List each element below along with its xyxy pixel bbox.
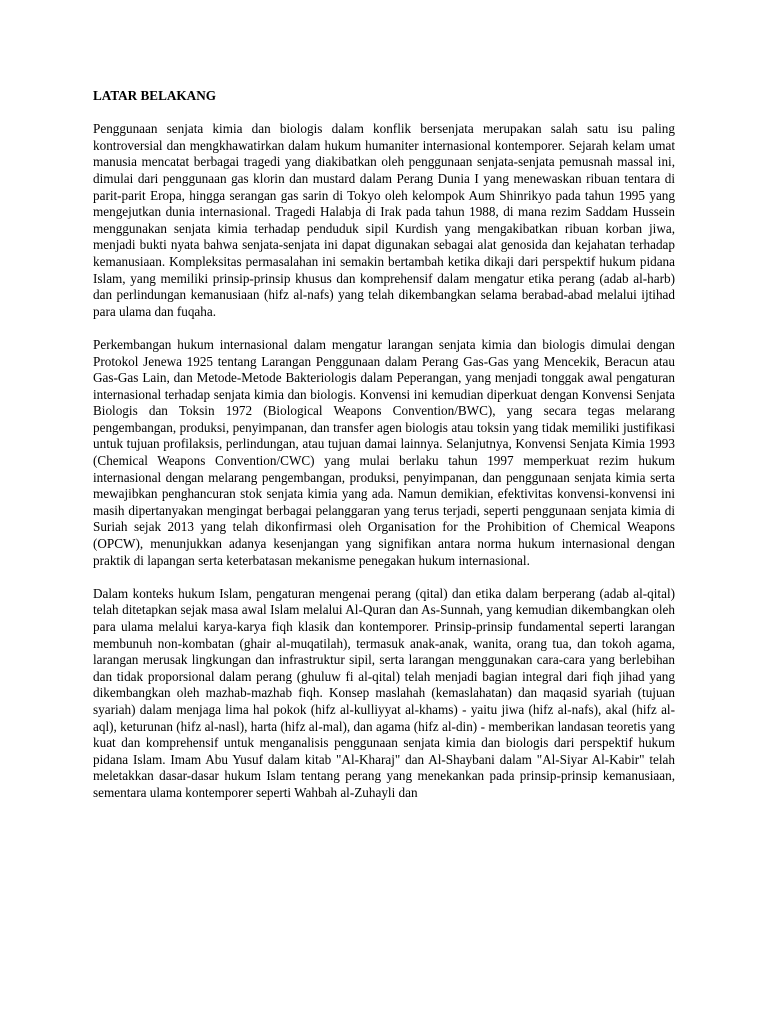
paragraph-1: Penggunaan senjata kimia dan biologis dalam konflik bersenjata merupakan salah satu isu paling kontroversial dan mengkhawatirkan dalam hukum humaniter internasional kontemporer. Sejarah kelam umat manusia mencatat berbagai tragedi yang diakibatkan oleh penggunaan senjata-senjata pemusnah massal ini, dimulai dari penggunaan gas klorin dan mustard dalam Perang Dunia I yang menewaskan ribuan tentara di parit-parit Eropa, hingga serangan gas sarin di Tokyo oleh kelompok Aum Shinrikyo pada tahun 1995 yang mengejutkan dunia internasional. Tragedi Halabja di Irak pada tahun 1988, di mana rezim Saddam Hussein menggunakan senjata kimia terhadap penduduk sipil Kurdish yang mengakibatkan ribuan korban jiwa, menjadi bukti nyata bahwa senjata-senjata ini dapat digunakan sebagai alat genosida dan kejahatan terhadap kemanusiaan. Kompleksitas permasalahan ini semakin bertambah ketika dikaji dari perspektif hukum pidana Islam, yang memiliki prinsip-prinsip khusus dan komprehensif dalam mengatur etika perang (adab al-harb) dan perlindungan kemanusiaan (hifz al-nafs) yang telah dikembangkan selama berabad-abad melalui ijtihad para ulama dan fuqaha. <box>93 121 675 319</box>
paragraph-3: Dalam konteks hukum Islam, pengaturan mengenai perang (qital) dan etika dalam berperang (adab al-qital) telah ditetapkan sejak masa awal Islam melalui Al-Quran dan As-Sunnah, yang kemudian dikembangkan oleh para ulama melalui karya-karya fiqh klasik dan kontemporer. Prinsip-prinsip fundamental seperti larangan membunuh non-kombatan (ghair al-muqatilah), termasuk anak-anak, wanita, orang tua, dan tokoh agama, larangan merusak lingkungan dan infrastruktur sipil, serta larangan menggunakan cara-cara yang berlebihan dan tidak proporsional dalam perang (ghuluw fi al-qital) telah menjadi bagian integral dari fiqh jihad yang dikembangkan oleh mazhab-mazhab fiqh. Konsep maslahah (kemaslahatan) dan maqasid syariah (tujuan syariah) dalam menjaga lima hal pokok (hifz al-kulliyyat al-khams) - yaitu jiwa (hifz al-nafs), akal (hifz al-aql), keturunan (hifz al-nasl), harta (hifz al-mal), dan agama (hifz al-din) - memberikan landasan teoretis yang kuat dan komprehensif untuk menganalisis penggunaan senjata kimia dan biologis dari perspektif hukum pidana Islam. Imam Abu Yusuf dalam kitab "Al-Kharaj" dan Al-Shaybani dalam "Al-Siyar Al-Kabir" telah meletakkan dasar-dasar hukum Islam tentang perang yang menekankan pada prinsip-prinsip kemanusiaan, sementara ulama kontemporer seperti Wahbah al-Zuhayli dan <box>93 585 675 800</box>
paragraph-2: Perkembangan hukum internasional dalam mengatur larangan senjata kimia dan biologis dimulai dengan Protokol Jenewa 1925 tentang Larangan Penggunaan dalam Perang Gas-Gas yang Mencekik, Beracun atau Gas-Gas Lain, dan Metode-Metode Bakteriologis dalam Peperangan, yang menjadi tonggak awal pengaturan internasional terhadap senjata kimia dan biologis. Konvensi ini kemudian diperkuat dengan Konvensi Senjata Biologis dan Toksin 1972 (Biological Weapons Convention/BWC), yang secara tegas melarang pengembangan, produksi, penyimpanan, dan transfer agen biologis atau toksin yang tidak memiliki justifikasi untuk tujuan profilaksis, perlindungan, atau tujuan damai lainnya. Selanjutnya, Konvensi Senjata Kimia 1993 (Chemical Weapons Convention/CWC) yang mulai berlaku tahun 1997 memperkuat rezim hukum internasional dengan melarang pengembangan, produksi, penyimpanan, dan penggunaan senjata kimia serta mewajibkan penghancuran stok senjata kimia yang ada. Namun demikian, efektivitas konvensi-konvensi ini masih dipertanyakan mengingat berbagai pelanggaran yang terus terjadi, seperti penggunaan senjata kimia di Suriah sejak 2013 yang telah dikonfirmasi oleh Organisation for the Prohibition of Chemical Weapons (OPCW), menunjukkan adanya kesenjangan yang signifikan antara norma hukum internasional dengan praktik di lapangan serta keterbatasan mekanisme penegakan hukum internasional. <box>93 336 675 568</box>
document-page <box>93 88 675 818</box>
section-heading: LATAR BELAKANG <box>93 88 216 103</box>
